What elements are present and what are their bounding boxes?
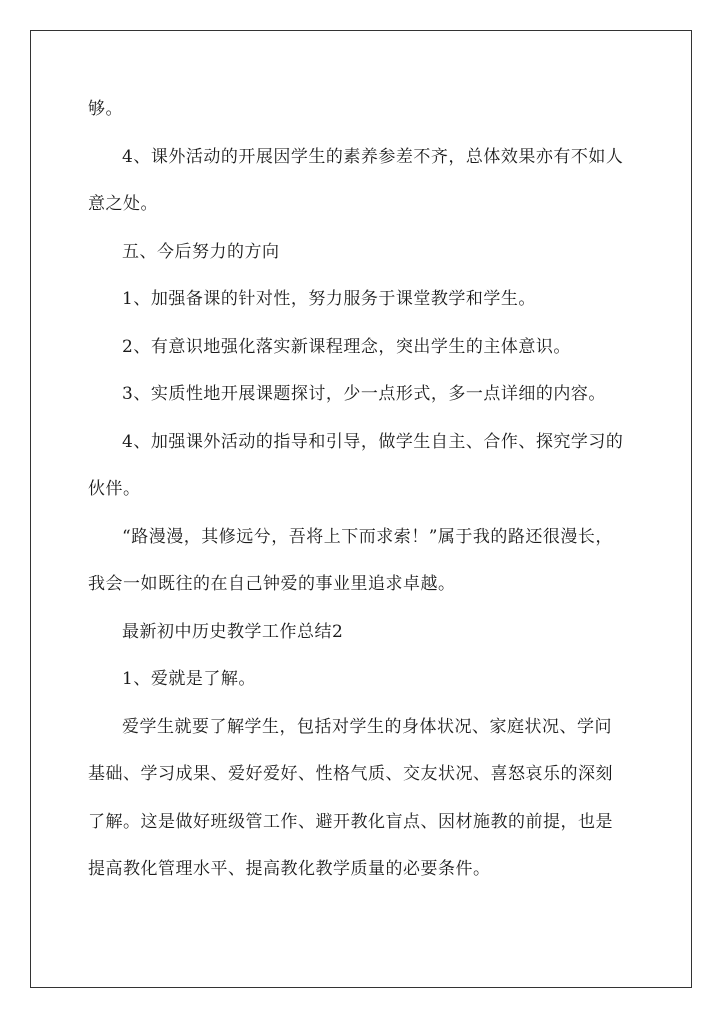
list-item: 1、爱就是了解。 — [122, 669, 256, 689]
quote-line: “路漫漫，其修远兮，吾将上下而求索！”属于我的路还很漫长， — [122, 526, 613, 547]
list-item: 2、有意识地强化落实新课程理念，突出学生的主体意识。 — [122, 336, 571, 357]
text-line: 4、课外活动的开展因学生的素养参差不齐，总体效果亦有不如人 — [122, 146, 624, 167]
text-line: 了解。这是做好班级管工作、避开教化盲点、因材施教的前提，也是 — [88, 811, 613, 832]
text-line: 意之处。 — [88, 194, 158, 214]
text-line: 伙伴。 — [88, 479, 141, 499]
list-item: 1、加强备课的针对性，努力服务于课堂教学和学生。 — [122, 289, 536, 309]
text-line: 够。 — [88, 99, 123, 119]
text-line: 提高教化管理水平、提高教化教学质量的必要条件。 — [88, 859, 491, 879]
text-line: 爱学生就要了解学生，包括对学生的身体状况、家庭状况、学问 — [122, 716, 612, 737]
section-heading: 五、今后努力的方向 — [122, 241, 280, 262]
text-line: 我会一如既往的在自己钟爱的事业里追求卓越。 — [88, 574, 456, 594]
document-body — [88, 92, 636, 900]
document-title: 最新初中历史教学工作总结2 — [122, 621, 344, 642]
list-item: 3、实质性地开展课题探讨，少一点形式，多一点详细的内容。 — [122, 384, 606, 404]
list-item: 4、加强课外活动的指导和引导，做学生自主、合作、探究学习的 — [122, 431, 624, 452]
text-line: 基础、学习成果、爱好爱好、性格气质、交友状况、喜怒哀乐的深刻 — [88, 764, 613, 784]
